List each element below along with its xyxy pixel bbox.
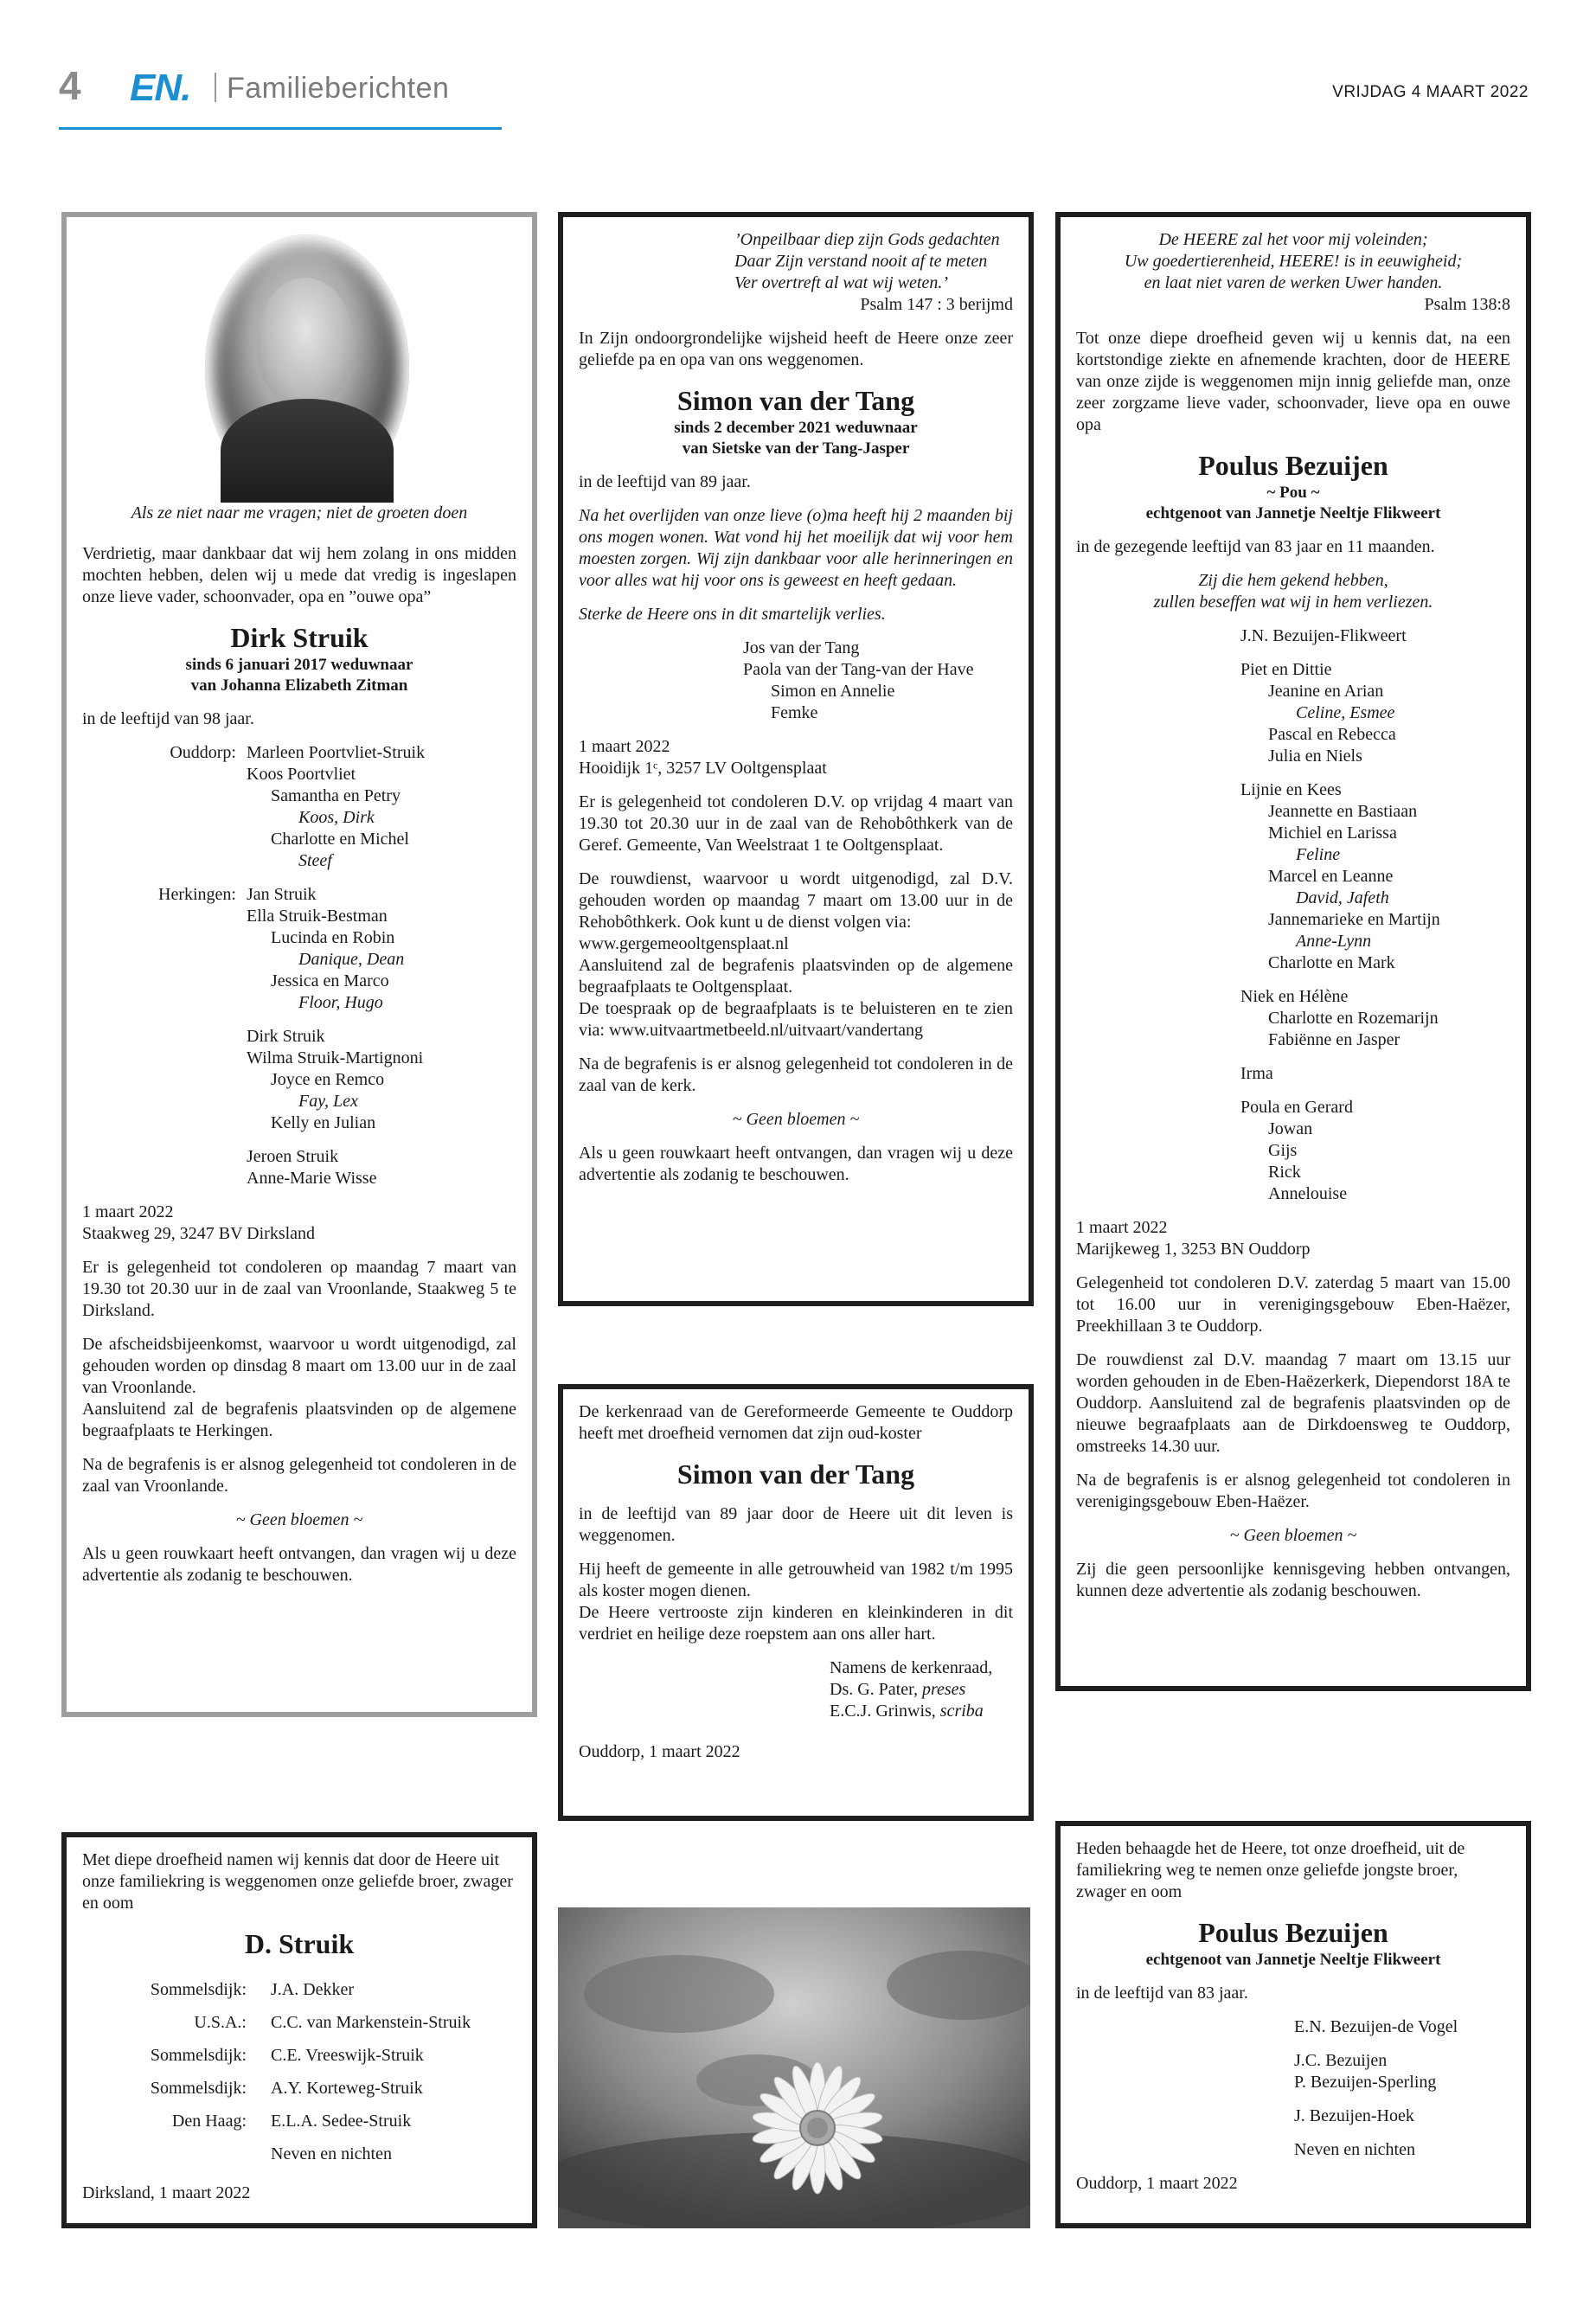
family-member: Paola van der Tang-van der Have [743, 660, 974, 679]
family-member: Poula en Gerard [1240, 1098, 1353, 1117]
nickname: ~ Pou ~ [1266, 484, 1320, 502]
footer-line: Ouddorp, 1 maart 2022 [579, 1742, 740, 1761]
spouse-line: van Sietske van der Tang-Jasper [682, 439, 910, 458]
family-list [1076, 625, 1510, 1205]
after-burial-text: Na de begrafenis is er alsnog gelegenheid tot condoleren in de zaal van de kerk. [579, 1054, 1013, 1095]
deceased-name: Simon van der Tang [676, 1458, 915, 1490]
condolence-text: Er is gelegenheid tot condoleren op maandag 7 maart van 19.30 tot 20.30 uur in de zaal van Vroonlande, Staakweg 5 te Dirksland. [82, 1258, 516, 1320]
no-flowers: ~ Geen bloemen ~ [1229, 1526, 1357, 1545]
deceased-name: Simon van der Tang [676, 385, 915, 416]
family-member: Kelly en Julian [271, 1113, 376, 1132]
newspaper-logo: EN. [130, 67, 191, 109]
obituary-poulus-bezuijen [1055, 212, 1531, 1691]
family-member: J.C. Bezuijen [1294, 2051, 1388, 2070]
family-member: Marcel en Leanne [1268, 867, 1394, 886]
obituary-poulus-bezuijen-siblings [1055, 1821, 1531, 2228]
date-line: 1 maart 2022 [82, 1202, 174, 1221]
issue-date: VRIJDAG 4 MAART 2022 [1332, 83, 1529, 101]
spouse-line: echtgenoot van Jannetje Neeltje Flikweert [1145, 504, 1441, 522]
age-line: in de leeftijd van 98 jaar. [82, 709, 254, 728]
family-member: Koos Poortvliet [247, 765, 356, 784]
widower-line: sinds 2 december 2021 weduwnaar [674, 419, 918, 437]
family-member: Neven en nichten [1294, 2140, 1415, 2159]
family-member: Charlotte en Rozemarijn [1268, 1009, 1439, 1028]
quote-line: en laat niet varen de werken Uwer handen. [1144, 273, 1443, 292]
date-line: 1 maart 2022 [579, 737, 670, 756]
place-label: Ouddorp: [170, 743, 236, 762]
spouse-line: echtgenoot van Jannetje Neeltje Flikweert [1145, 1951, 1441, 1969]
intro-text: Tot onze diepe droefheid geven wij u kennis dat, na een kortstondige ziekte en afnemende krachten, door de HEERE van onze zijde is weggenomen mijn innig geliefde man, onze zeer zorgzame lieve vader, schoonvader, lieve opa en ouwe opa [1076, 329, 1510, 434]
family-member: Floor, Hugo [298, 993, 383, 1012]
family-ouddorp [82, 742, 516, 872]
widower-line: sinds 6 januari 2017 weduwnaar [185, 656, 413, 674]
family-member: Joyce en Remco [271, 1070, 385, 1089]
family-member: Dirk Struik [247, 1027, 325, 1046]
quote-line: Daar Zijn verstand nooit af te meten [734, 252, 988, 271]
family-member: Gijs [1268, 1141, 1298, 1160]
intro-text: De kerkenraad van de Gereformeerde Gemeente te Ouddorp heeft met droefheid vernomen dat zijn oud-koster [579, 1402, 1013, 1443]
signature-line: Namens de kerkenraad, [830, 1658, 993, 1677]
quote-line: Ver overtreft al wat wij weten.’ [734, 273, 949, 292]
after-burial-text: Na de begrafenis is er alsnog gelegenheid tot condoleren in de zaal van Vroonlande. [82, 1455, 516, 1496]
family-member: Anne-Lynn [1296, 932, 1372, 951]
signature-line: Ds. G. Pater, preses [830, 1680, 966, 1699]
family-member: Feline [1296, 845, 1341, 864]
poem-line: zullen beseffen wat wij in hem verliezen. [1153, 593, 1433, 612]
daisy-flower-icon [558, 1907, 1030, 2228]
family-herkingen [82, 884, 516, 1189]
address-line: Hooidijk 1ᶜ, 3257 LV Ooltgensplaat [579, 759, 827, 778]
quote-reference: Psalm 138:8 [1424, 295, 1510, 314]
family-member: Simon en Annelie [771, 682, 895, 701]
deceased-name: D. Struik [244, 1928, 355, 1959]
family-list [1294, 2016, 1510, 2161]
family-member: Annelouise [1268, 1184, 1348, 1203]
body-text: De Heere vertrooste zijn kinderen en kleinkinderen in dit verdriet en heilige deze roepstem aan ons aller hart. [579, 1603, 1013, 1644]
family-member: Charlotte en Mark [1268, 953, 1395, 972]
family-member: Femke [771, 703, 818, 722]
family-member: Jowan [1268, 1119, 1313, 1138]
family-member: J.N. Bezuijen-Flikweert [1240, 626, 1407, 645]
family-member: Irma [1240, 1064, 1273, 1083]
obituary-church-council [558, 1384, 1034, 1821]
deceased-name: Dirk Struik [230, 622, 369, 653]
family-member: Jan Struik [247, 885, 317, 904]
sibling-row: Neven en nichten [271, 2144, 392, 2163]
no-flowers: ~ Geen bloemen ~ [235, 1510, 363, 1529]
family-member: Steef [298, 851, 332, 870]
family-member: Marleen Poortvliet-Struik [247, 743, 426, 762]
quote-line: De HEERE zal het voor mij voleinden; [1158, 230, 1428, 249]
farewell-text: De afscheidsbijeenkomst, waarvoor u wordt uitgenodigd, zal gehouden worden op dinsdag 8 maart om 13.00 uur in de zaal van Vroonlande. [82, 1335, 516, 1397]
deceased-name: Poulus Bezuijen [1198, 450, 1388, 481]
family-member: Jannemarieke en Martijn [1268, 910, 1440, 929]
signature-block [830, 1657, 1013, 1722]
family-member: Danique, Dean [298, 950, 405, 969]
quote-line: ’Onpeilbaar diep zijn Gods gedachten [734, 230, 1000, 249]
closing-text: Als u geen rouwkaart heeft ontvangen, dan vragen wij u deze advertentie als zodanig te beschouwen. [579, 1144, 1013, 1184]
no-flowers: ~ Geen bloemen ~ [732, 1110, 860, 1129]
burial-text: Aansluitend zal de begrafenis plaatsvinden op de algemene begraafplaats te Ooltgensplaat. [579, 956, 1013, 997]
age-line: in de leeftijd van 83 jaar. [1076, 1984, 1248, 2003]
sibling-row: U.S.A.: C.C. van Markenstein-Struik [194, 2013, 471, 2032]
family-member: Michiel en Larissa [1268, 824, 1397, 843]
footer-line: Ouddorp, 1 maart 2022 [1076, 2174, 1238, 2193]
family-member: Jessica en Marco [271, 971, 389, 990]
closing-text: Als u geen rouwkaart heeft ontvangen, dan vragen wij u deze advertentie als zodanig te beschouwen. [82, 1544, 516, 1585]
family-member: Piet en Dittie [1240, 660, 1332, 679]
family-member: Fabiënne en Jasper [1268, 1030, 1401, 1049]
sibling-row: Sommelsdijk: J.A. Dekker [150, 1980, 355, 1999]
family-member: Pascal en Rebecca [1268, 725, 1396, 744]
family-member: Ella Struik-Bestman [247, 907, 388, 926]
spouse-line: van Johanna Elizabeth Zitman [190, 676, 408, 695]
family-member: Jeroen Struik [247, 1147, 339, 1166]
portrait-face [257, 278, 354, 407]
date-line: 1 maart 2022 [1076, 1218, 1168, 1237]
family-member: Koos, Dirk [298, 808, 375, 827]
address-line: Marijkeweg 1, 3253 BN Ouddorp [1076, 1240, 1311, 1259]
sibling-row: Den Haag: E.L.A. Sedee-Struik [171, 2112, 412, 2131]
family-member: P. Bezuijen-Sperling [1294, 2073, 1437, 2092]
family-member: Wilma Struik-Martignoni [247, 1048, 424, 1067]
condolence-text: Er is gelegenheid tot condoleren D.V. op vrijdag 4 maart van 19.30 tot 20.30 uur in de zaal van de Rehobôthkerk van de Geref. Gemeente, Van Weelstraat 1 te Ooltgensplaat. [579, 792, 1013, 855]
age-line: in de leeftijd van 89 jaar. [579, 472, 751, 491]
body-text: in de leeftijd van 89 jaar door de Heere uit dit leven is weggenomen. [579, 1504, 1013, 1545]
family-member: Charlotte en Michel [271, 830, 409, 849]
obituary-d-struik [61, 1832, 537, 2228]
burial-text: Aansluitend zal de begrafenis plaatsvinden op de algemene begraafplaats te Herkingen. [82, 1400, 516, 1440]
church-website[interactable]: www.gergemeooltgensplaat.nl [579, 934, 789, 953]
service-text: De rouwdienst, waarvoor u wordt uitgenodigd, zal D.V. gehouden worden op maandag 7 maart om 13.00 uur in de Rehobôthkerk. Ook kunt u de dienst volgen via: [579, 869, 1013, 932]
speech-text: De toespraak op de begraafplaats is te beluisteren en te zien via: www.uitvaartmetbeeld.nl/uitvaart/vandertang [579, 999, 1013, 1040]
family-member: Lucinda en Robin [271, 928, 395, 947]
age-line: in de gezegende leeftijd van 83 jaar en 11 maanden. [1076, 537, 1435, 556]
family-member: Julia en Niels [1268, 747, 1362, 766]
quote-reference: Psalm 147 : 3 berijmd [860, 295, 1013, 314]
place-label: Herkingen: [158, 885, 236, 904]
family-member: Niek en Hélène [1240, 987, 1349, 1006]
strength-text: Sterke de Heere ons in dit smartelijk verlies. [579, 605, 886, 624]
family-member: Celine, Esmee [1296, 703, 1395, 722]
body-text: Hij heeft de gemeente in alle getrouwheid van 1982 t/m 1995 als koster mogen dienen. [579, 1560, 1013, 1600]
family-member: Jos van der Tang [743, 638, 860, 657]
family-member: Lijnie en Kees [1240, 780, 1342, 799]
section-title: Familieberichten [227, 72, 450, 105]
family-member: E.N. Bezuijen-de Vogel [1294, 2017, 1458, 2036]
intro-text: Verdrietig, maar dankbaar dat wij hem zolang in ons midden mochten hebben, delen wij u mede dat vredig is ingeslapen onze lieve vader, schoonvader, opa en ”ouwe opa” [82, 544, 516, 606]
intro-text: Heden behaagde het de Heere, tot onze droefheid, uit de familiekring weg te nemen onze geliefde jongste broer, zwager en oom [1076, 1839, 1465, 1901]
header-divider [215, 73, 216, 102]
intro-text: In Zijn ondoorgrondelijke wijsheid heeft de Heere onze zeer geliefde pa en opa van ons weggenomen. [579, 329, 1013, 369]
obituary-dirk-struik [61, 212, 537, 1717]
obituary-simon-van-der-tang [558, 212, 1034, 1306]
portrait-body [221, 399, 394, 503]
closing-text: Zij die geen persoonlijke kennisgeving hebben ontvangen, kunnen deze advertentie als zodanig beschouwen. [1076, 1560, 1510, 1600]
family-member: David, Jafeth [1296, 888, 1389, 907]
sibling-row: Sommelsdijk: A.Y. Korteweg-Struik [150, 2079, 423, 2098]
quote-line: Uw goedertierenheid, HEERE! is in eeuwigheid; [1124, 252, 1463, 271]
memory-text: Na het overlijden van onze lieve (o)ma heeft hij 2 maanden bij ons mogen wonen. Wat vond hij het moeilijk dat wij voor hem moesten zorgen. Wij zijn dankbaar voor alle herinneringen en voor alles wat hij voor ons is geweest en heeft gedaan. [579, 506, 1013, 590]
intro-text: Met diepe droefheid namen wij kennis dat door de Heere uit onze familiekring is weggenomen onze geliefde broer, zwager en oom [82, 1850, 513, 1913]
after-burial-text: Na de begrafenis is er alsnog gelegenheid tot condoleren in verenigingsgebouw Eben-Haëzer. [1076, 1471, 1510, 1511]
family-member: Jeanine en Arian [1268, 682, 1384, 701]
family-member: J. Bezuijen-Hoek [1294, 2106, 1414, 2125]
family-member: Fay, Lex [298, 1092, 358, 1111]
family-member: Samantha en Petry [271, 786, 401, 805]
family-member: Rick [1268, 1163, 1301, 1182]
family-member: Anne-Marie Wisse [247, 1169, 377, 1188]
sibling-row: Sommelsdijk: C.E. Vreeswijk-Struik [150, 2046, 424, 2065]
daisy-photo [558, 1907, 1030, 2228]
address-line: Staakweg 29, 3247 BV Dirksland [82, 1224, 316, 1243]
service-text: De rouwdienst zal D.V. maandag 7 maart om 13.15 uur worden gehouden in de Eben-Haëzerkerk, Diependorst 18A te Ouddorp. Aansluitend zal de begrafenis plaatsvinden op de nieuwe begraafplaats aan de Dirkdoensweg te Ouddorp, omstreeks 14.30 uur. [1076, 1350, 1510, 1456]
condolence-text: Gelegenheid tot condoleren D.V. zaterdag 5 maart van 15.00 tot 16.00 uur in verenigingsgebouw Eben-Haëzer, Preekhillaan 3 te Ouddorp. [1076, 1273, 1510, 1336]
poem-line: Zij die hem gekend hebben, [1198, 571, 1388, 590]
footer-line: Dirksland, 1 maart 2022 [82, 2183, 251, 2202]
deceased-name: Poulus Bezuijen [1198, 1917, 1388, 1948]
header-rule [59, 127, 502, 130]
page-number: 4 [59, 63, 81, 108]
quote: Als ze niet naar me vragen; niet de groeten doen [131, 503, 468, 522]
siblings-list [82, 1973, 516, 2170]
portrait-photo [205, 234, 409, 503]
signature-line: E.C.J. Grinwis, scriba [830, 1702, 984, 1721]
family-member: Jeannette en Bastiaan [1268, 802, 1418, 821]
